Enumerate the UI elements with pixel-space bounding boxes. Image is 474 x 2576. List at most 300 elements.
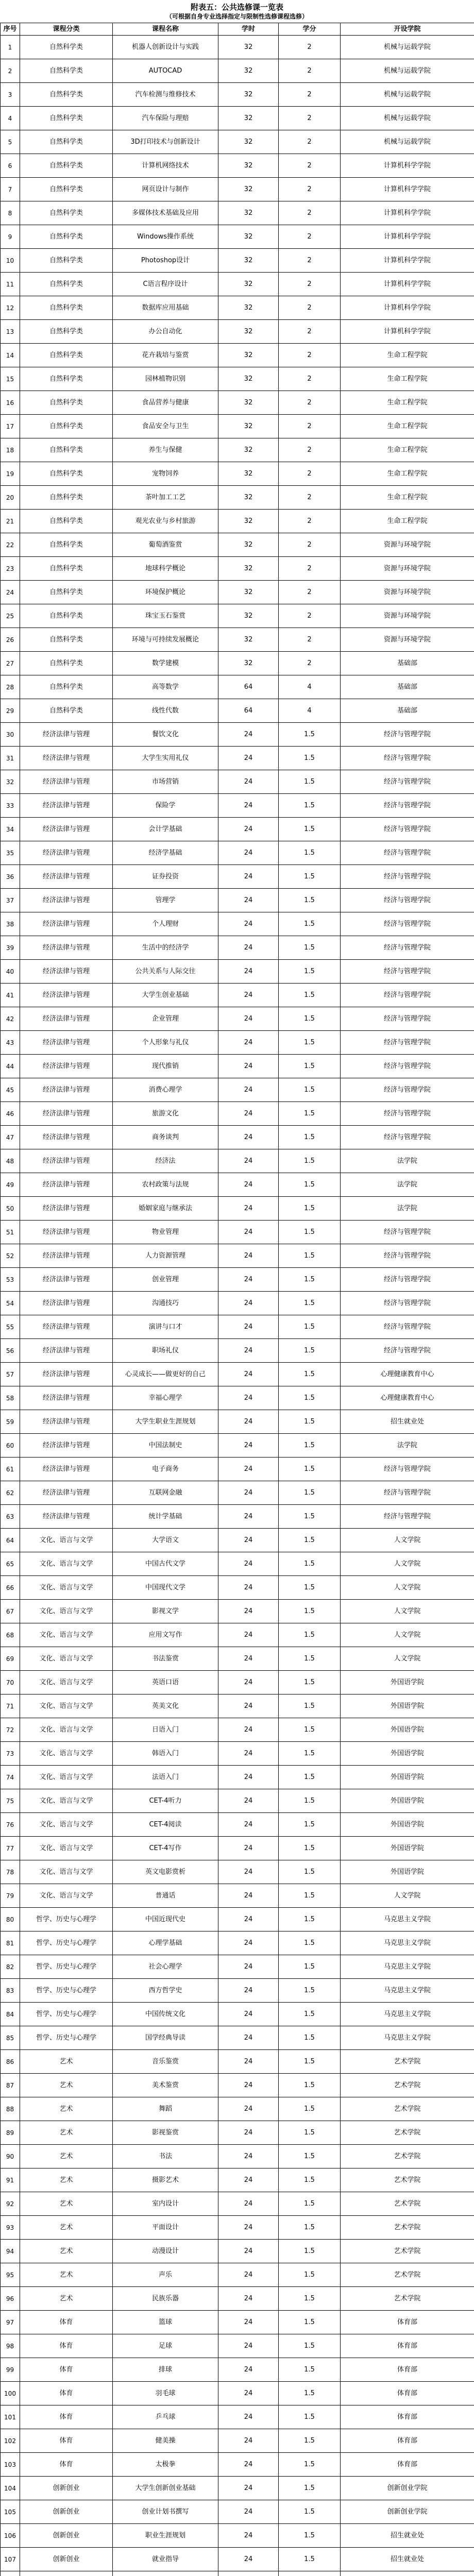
- course-hours: 24: [218, 1837, 279, 1860]
- table-row: [1, 1908, 474, 1931]
- header-credits: 学分: [279, 23, 341, 36]
- offering-college: 计算机科学学院: [341, 273, 474, 296]
- course-credits: 1.5: [279, 960, 341, 984]
- offering-college: 计算机科学学院: [341, 249, 474, 273]
- course-name: 大学生创新创业基础: [113, 2477, 218, 2500]
- offering-college: 马克思主义学院: [341, 1931, 474, 1955]
- course-credits: 1.5: [279, 984, 341, 1007]
- table-row: [1, 2074, 474, 2097]
- course-credits: 1.5: [279, 723, 341, 747]
- row-number: 101: [1, 2405, 20, 2429]
- row-number: 105: [1, 2500, 20, 2524]
- table-row: [1, 1860, 474, 1884]
- course-credits: 1.5: [279, 1694, 341, 1718]
- offering-college: 机械与运载学院: [341, 59, 474, 83]
- course-hours: 24: [218, 960, 279, 984]
- row-number: 80: [1, 1908, 20, 1931]
- course-category: 文化、语言与文学: [20, 1600, 113, 1623]
- course-credits: 1.5: [279, 1766, 341, 1789]
- row-number: 11: [1, 273, 20, 296]
- course-category: 自然科学类: [20, 438, 113, 462]
- course-hours: 24: [218, 936, 279, 960]
- course-hours: 24: [218, 1055, 279, 1078]
- course-name: 中国现代文学: [113, 1576, 218, 1600]
- course-hours: 24: [218, 2168, 279, 2192]
- course-name: 动漫设计: [113, 2240, 218, 2263]
- course-hours: 32: [218, 320, 279, 344]
- course-name: 物业管理: [113, 1221, 218, 1244]
- offering-college: 体育部: [341, 2453, 474, 2477]
- table-row: [1, 2168, 474, 2192]
- row-number: 35: [1, 841, 20, 865]
- course-hours: 24: [218, 1600, 279, 1623]
- row-number: 74: [1, 1766, 20, 1789]
- course-category: 自然科学类: [20, 391, 113, 415]
- course-credits: 2: [279, 320, 341, 344]
- table-row: [1, 1979, 474, 2003]
- course-hours: 32: [218, 201, 279, 225]
- offering-college: 体育部: [341, 2429, 474, 2453]
- course-hours: 64: [218, 699, 279, 723]
- course-credits: 1.5: [279, 2074, 341, 2097]
- course-credits: 1.5: [279, 1102, 341, 1126]
- row-number: 98: [1, 2334, 20, 2358]
- row-number: 49: [1, 1173, 20, 1197]
- table-row: [1, 936, 474, 960]
- offering-college: 机械与运载学院: [341, 107, 474, 130]
- table-row: [1, 2026, 474, 2050]
- course-name: 职业生涯规划: [113, 2524, 218, 2548]
- course-name: 中国传统文化: [113, 2003, 218, 2026]
- row-number: 72: [1, 1718, 20, 1742]
- course-hours: 24: [218, 2050, 279, 2074]
- course-credits: 1.5: [279, 2240, 341, 2263]
- course-name: 应用文写作: [113, 1623, 218, 1647]
- table-row: [1, 2216, 474, 2240]
- course-category: 自然科学类: [20, 83, 113, 107]
- course-credits: 1.5: [279, 2311, 341, 2334]
- course-category: 经济法律与管理: [20, 794, 113, 818]
- offering-college: 艺术学院: [341, 2050, 474, 2074]
- offering-college: 资源与环境学院: [341, 557, 474, 581]
- course-credits: 1.5: [279, 1221, 341, 1244]
- course-category: 自然科学类: [20, 675, 113, 699]
- course-credits: 1.5: [279, 2263, 341, 2287]
- offering-college: 生命工程学院: [341, 391, 474, 415]
- course-hours: 24: [218, 1694, 279, 1718]
- course-credits: 1.5: [279, 2192, 341, 2216]
- course-credits: 4: [279, 675, 341, 699]
- table-row: [1, 59, 474, 83]
- course-category: 经济法律与管理: [20, 1055, 113, 1078]
- table-row: [1, 604, 474, 628]
- offering-college: 机械与运载学院: [341, 36, 474, 59]
- offering-college: 外国语学院: [341, 1837, 474, 1860]
- course-name: 互联网金融: [113, 1481, 218, 1505]
- offering-college: 心理健康教育中心: [341, 1363, 474, 1386]
- course-name: 餐饮文化: [113, 723, 218, 747]
- course-credits: 1.5: [279, 2548, 341, 2571]
- row-number: 94: [1, 2240, 20, 2263]
- course-category: 艺术: [20, 2192, 113, 2216]
- course-name: 室内设计: [113, 2192, 218, 2216]
- row-number: 104: [1, 2477, 20, 2500]
- row-number: 14: [1, 344, 20, 367]
- course-credits: 1.5: [279, 2121, 341, 2145]
- table-row: [1, 201, 474, 225]
- course-hours: 24: [218, 2074, 279, 2097]
- course-hours: 24: [218, 1031, 279, 1055]
- offering-college: 创新创业学院: [341, 2477, 474, 2500]
- offering-college: 生命工程学院: [341, 438, 474, 462]
- course-hours: 24: [218, 747, 279, 770]
- offering-college: 经济与管理学院: [341, 1102, 474, 1126]
- row-number: 37: [1, 889, 20, 912]
- course-category: 体育: [20, 2453, 113, 2477]
- course-hours: 24: [218, 2429, 279, 2453]
- row-number: 26: [1, 628, 20, 652]
- course-credits: 1.5: [279, 1292, 341, 1315]
- course-category: 体育: [20, 2382, 113, 2405]
- course-name: 食品安全与卫生: [113, 415, 218, 438]
- course-name: 国学经典导读: [113, 2026, 218, 2050]
- row-number: 88: [1, 2097, 20, 2121]
- course-hours: 24: [218, 1789, 279, 1813]
- course-category: 经济法律与管理: [20, 770, 113, 794]
- table-row: [1, 1671, 474, 1694]
- course-hours: 24: [218, 1292, 279, 1315]
- course-hours: 24: [218, 1007, 279, 1031]
- table-row: [1, 1718, 474, 1742]
- table-row: [1, 1386, 474, 1410]
- course-credits: 1.5: [279, 1078, 341, 1102]
- course-name: 管理学: [113, 889, 218, 912]
- course-category: 自然科学类: [20, 344, 113, 367]
- row-number: 29: [1, 699, 20, 723]
- offering-college: 经济与管理学院: [341, 1339, 474, 1363]
- course-name: 中国古代文学: [113, 1552, 218, 1576]
- table-row: [1, 296, 474, 320]
- offering-college: 人文学院: [341, 1529, 474, 1552]
- course-category: 经济法律与管理: [20, 1434, 113, 1458]
- table-row: [1, 889, 474, 912]
- header-category: 课程分类: [20, 23, 113, 36]
- offering-college: 艺术学院: [341, 2121, 474, 2145]
- course-category: 哲学、历史与心理学: [20, 1908, 113, 1931]
- row-number: 8: [1, 201, 20, 225]
- row-number: 32: [1, 770, 20, 794]
- row-number: 64: [1, 1529, 20, 1552]
- course-credits: 1.5: [279, 1244, 341, 1268]
- course-category: 文化、语言与文学: [20, 1647, 113, 1671]
- course-name: 电子商务: [113, 1458, 218, 1481]
- course-name: 民族乐器: [113, 2287, 218, 2311]
- offering-college: 生命工程学院: [341, 462, 474, 486]
- course-name: CET-4听力: [113, 1789, 218, 1813]
- row-number: 93: [1, 2216, 20, 2240]
- table-row: [1, 1197, 474, 1221]
- course-hours: 24: [218, 2145, 279, 2168]
- course-name: 花卉栽培与鉴赏: [113, 344, 218, 367]
- table-row: [1, 2524, 474, 2548]
- course-credits: 2: [279, 486, 341, 510]
- offering-college: 经济与管理学院: [341, 1315, 474, 1339]
- offering-college: 经济与管理学院: [341, 1481, 474, 1505]
- course-category: 文化、语言与文学: [20, 1623, 113, 1647]
- row-number: 18: [1, 438, 20, 462]
- course-hours: 24: [218, 1481, 279, 1505]
- course-name: 商务谈判: [113, 1126, 218, 1149]
- row-number: 40: [1, 960, 20, 984]
- course-credits: 1.5: [279, 1813, 341, 1837]
- course-hours: 32: [218, 438, 279, 462]
- row-number: 47: [1, 1126, 20, 1149]
- course-category: 文化、语言与文学: [20, 1860, 113, 1884]
- course-name: 书法鉴赏: [113, 1647, 218, 1671]
- row-number: 20: [1, 486, 20, 510]
- course-credits: 1.5: [279, 794, 341, 818]
- offering-college: 人文学院: [341, 1647, 474, 1671]
- course-hours: 24: [218, 2311, 279, 2334]
- course-hours: 24: [218, 770, 279, 794]
- table-row: [1, 1078, 474, 1102]
- course-category: 创新创业: [20, 2524, 113, 2548]
- course-hours: 32: [218, 533, 279, 557]
- course-credits: 1.5: [279, 889, 341, 912]
- course-category: 自然科学类: [20, 178, 113, 201]
- table-row: [1, 462, 474, 486]
- row-number: 3: [1, 83, 20, 107]
- course-category: 经济法律与管理: [20, 1292, 113, 1315]
- course-category: 经济法律与管理: [20, 865, 113, 889]
- course-category: 艺术: [20, 2097, 113, 2121]
- course-name: 人力资源管理: [113, 1244, 218, 1268]
- offering-college: 基础部: [341, 675, 474, 699]
- course-category: 经济法律与管理: [20, 1315, 113, 1339]
- course-name: 影视文学: [113, 1600, 218, 1623]
- row-number: 61: [1, 1458, 20, 1481]
- course-credits: 1.5: [279, 2168, 341, 2192]
- course-hours: 32: [218, 367, 279, 391]
- offering-college: 法学院: [341, 1434, 474, 1458]
- course-name: 统计学基础: [113, 1505, 218, 1529]
- course-category: 文化、语言与文学: [20, 1884, 113, 1908]
- row-number: 103: [1, 2453, 20, 2477]
- course-category: 自然科学类: [20, 225, 113, 249]
- table-row: [1, 699, 474, 723]
- course-credits: 1.5: [279, 2500, 341, 2524]
- table-row: [1, 1813, 474, 1837]
- row-number: 70: [1, 1671, 20, 1694]
- table-row: [1, 770, 474, 794]
- course-credits: 1.5: [279, 1718, 341, 1742]
- course-category: 自然科学类: [20, 154, 113, 178]
- table-row: [1, 130, 474, 154]
- course-hours: 32: [218, 652, 279, 675]
- row-number: 4: [1, 107, 20, 130]
- course-category: 自然科学类: [20, 367, 113, 391]
- course-hours: 24: [218, 1078, 279, 1102]
- row-number: 52: [1, 1244, 20, 1268]
- offering-college: 体育部: [341, 2311, 474, 2334]
- row-number: 6: [1, 154, 20, 178]
- table-row: [1, 1552, 474, 1576]
- course-credits: 1.5: [279, 1529, 341, 1552]
- course-category: 自然科学类: [20, 296, 113, 320]
- course-hours: 32: [218, 178, 279, 201]
- row-number: 50: [1, 1197, 20, 1221]
- course-name: 环境与可持续发展概论: [113, 628, 218, 652]
- offering-college: 经济与管理学院: [341, 960, 474, 984]
- course-hours: 24: [218, 1173, 279, 1197]
- course-credits: 2: [279, 201, 341, 225]
- course-category: 哲学、历史与心理学: [20, 1955, 113, 1979]
- row-number: 12: [1, 296, 20, 320]
- course-credits: 1.5: [279, 1552, 341, 1576]
- course-credits: 1.5: [279, 2216, 341, 2240]
- offering-college: 机械与运载学院: [341, 83, 474, 107]
- table-row: [1, 1221, 474, 1244]
- course-category: 哲学、历史与心理学: [20, 1979, 113, 2003]
- table-row: [1, 818, 474, 841]
- course-hours: 32: [218, 344, 279, 367]
- course-credits: 2: [279, 249, 341, 273]
- course-category: 自然科学类: [20, 107, 113, 130]
- course-hours: 24: [218, 1766, 279, 1789]
- row-number: 23: [1, 557, 20, 581]
- course-name: 个人理财: [113, 912, 218, 936]
- header-college: 开设学院: [341, 23, 474, 36]
- course-hours: 24: [218, 818, 279, 841]
- row-number: 24: [1, 581, 20, 604]
- row-number: 85: [1, 2026, 20, 2050]
- course-name: 中国法制史: [113, 1434, 218, 1458]
- table-row: [1, 1505, 474, 1529]
- row-number: 13: [1, 320, 20, 344]
- course-hours: 24: [218, 2382, 279, 2405]
- course-name: 保险学: [113, 794, 218, 818]
- table-row: [1, 1742, 474, 1766]
- course-credits: 2: [279, 557, 341, 581]
- course-hours: 24: [218, 2358, 279, 2382]
- course-hours: 32: [218, 83, 279, 107]
- course-credits: 4: [279, 699, 341, 723]
- offering-college: 艺术学院: [341, 2097, 474, 2121]
- course-name: 大学生职业生涯规划: [113, 1410, 218, 1434]
- course-hours: 24: [218, 2334, 279, 2358]
- course-credits: 1.5: [279, 1884, 341, 1908]
- course-hours: 24: [218, 1410, 279, 1434]
- row-number: 79: [1, 1884, 20, 1908]
- course-credits: 2: [279, 510, 341, 533]
- row-number: 90: [1, 2145, 20, 2168]
- row-number: 66: [1, 1576, 20, 1600]
- course-name: 数据库应用基础: [113, 296, 218, 320]
- table-row: [1, 2240, 474, 2263]
- table-row: [1, 984, 474, 1007]
- course-credits: 1.5: [279, 2050, 341, 2074]
- offering-college: 艺术学院: [341, 2287, 474, 2311]
- course-category: 文化、语言与文学: [20, 1789, 113, 1813]
- row-number: 30: [1, 723, 20, 747]
- table-row: [1, 1149, 474, 1173]
- row-number: 10: [1, 249, 20, 273]
- document-subtitle: （可根据自身专业选择指定与限制性选修课程选修）: [165, 13, 308, 20]
- course-category: 哲学、历史与心理学: [20, 2026, 113, 2050]
- offering-college: 外国语学院: [341, 1813, 474, 1837]
- course-category: 自然科学类: [20, 59, 113, 83]
- table-row: [1, 1955, 474, 1979]
- course-credits: 2: [279, 154, 341, 178]
- offering-college: 法学院: [341, 1149, 474, 1173]
- course-credits: 2: [279, 581, 341, 604]
- table-row: [1, 178, 474, 201]
- course-category: 自然科学类: [20, 581, 113, 604]
- row-number: 46: [1, 1102, 20, 1126]
- offering-college: 经济与管理学院: [341, 1505, 474, 1529]
- table-row: [1, 320, 474, 344]
- course-name: 葡萄酒鉴赏: [113, 533, 218, 557]
- course-hours: 24: [218, 1979, 279, 2003]
- course-hours: 24: [218, 1197, 279, 1221]
- offering-college: 马克思主义学院: [341, 1908, 474, 1931]
- course-hours: 24: [218, 2240, 279, 2263]
- course-credits: 1.5: [279, 2405, 341, 2429]
- row-number: 25: [1, 604, 20, 628]
- course-name: 西方哲学史: [113, 1979, 218, 2003]
- course-category: 文化、语言与文学: [20, 1552, 113, 1576]
- course-category: 经济法律与管理: [20, 889, 113, 912]
- course-hours: 32: [218, 510, 279, 533]
- row-number: 96: [1, 2287, 20, 2311]
- course-credits: 2: [279, 83, 341, 107]
- offering-college: 生命工程学院: [341, 344, 474, 367]
- course-hours: 32: [218, 249, 279, 273]
- course-category: 自然科学类: [20, 486, 113, 510]
- table-row: [1, 1647, 474, 1671]
- course-category: 经济法律与管理: [20, 1102, 113, 1126]
- row-number: 27: [1, 652, 20, 675]
- course-category: 艺术: [20, 2145, 113, 2168]
- table-row: [1, 1268, 474, 1292]
- course-name: 声乐: [113, 2263, 218, 2287]
- course-category: 经济法律与管理: [20, 1505, 113, 1529]
- table-row: [1, 1244, 474, 1268]
- course-hours: 32: [218, 107, 279, 130]
- offering-college: 经济与管理学院: [341, 1221, 474, 1244]
- offering-college: 经济与管理学院: [341, 936, 474, 960]
- table-row: [1, 912, 474, 936]
- offering-college: 生命工程学院: [341, 415, 474, 438]
- course-name: 平面设计: [113, 2216, 218, 2240]
- course-category: 体育: [20, 2311, 113, 2334]
- row-number: 95: [1, 2263, 20, 2287]
- course-credits: 1.5: [279, 936, 341, 960]
- course-table: [0, 23, 474, 2576]
- course-category: 自然科学类: [20, 628, 113, 652]
- course-category: 经济法律与管理: [20, 841, 113, 865]
- course-category: 经济法律与管理: [20, 1126, 113, 1149]
- offering-college: 基础部: [341, 652, 474, 675]
- course-credits: 1.5: [279, 1955, 341, 1979]
- course-category: 自然科学类: [20, 320, 113, 344]
- offering-college: 经济与管理学院: [341, 1292, 474, 1315]
- row-number: 81: [1, 1931, 20, 1955]
- course-credits: 2: [279, 178, 341, 201]
- course-credits: 1.5: [279, 1742, 341, 1766]
- course-credits: 1.5: [279, 818, 341, 841]
- offering-college: 生命工程学院: [341, 510, 474, 533]
